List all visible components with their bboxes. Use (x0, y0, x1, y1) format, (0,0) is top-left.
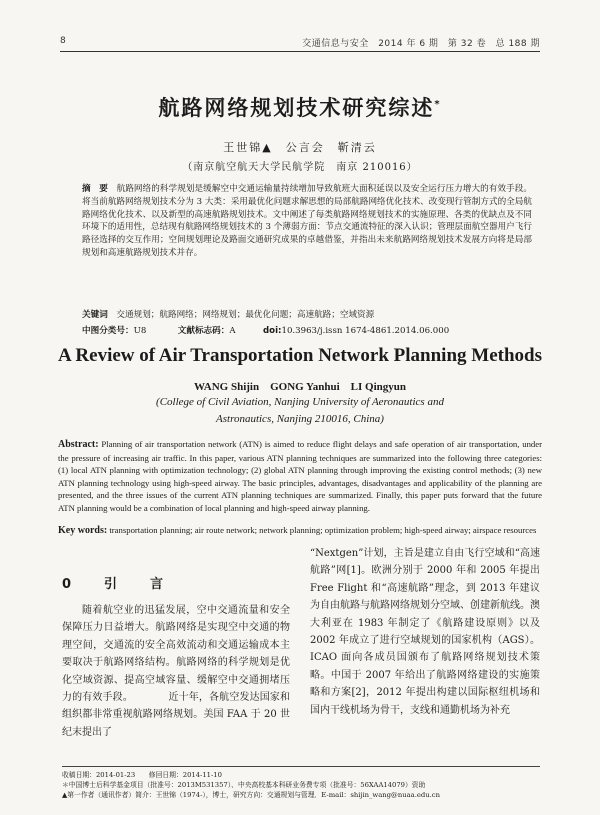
doc-code-label: 文献标志码： (177, 326, 230, 336)
abstract-en-text: Planning of air transportation network (ATN) is aimed to reduce flight delays and safe operation of air transportation, under the pressure of increasing air traffic. In this paper, various ATN planning techniques are summarized into the following three categories: (1) local ATN planning with optimization technology; (2) global ATN planning through improving the existing control methods; (3) new ATN planning technology using high-speed airway. The basic principles, advantages, disadvantages and applicability of the planning are presented, and the three issues of the current ATN planning techniques are summarized. Finally, this paper puts forward that the future ATN planning would be a combination of local planning and high-speed airway planning. (58, 439, 543, 513)
body-text-left-column: 随着航空业的迅猛发展，空中交通流量和安全保障压力日益增大。航路网络是实现空中交通的物理空间，交通流的安全高效流动和交通运输成本主要取决于航路网络结构。航路网络的科学规划是优化空域资源、提高空域容量、缓解空中交通拥堵压力的有效手段。 近十年，各航空发达国家和组织都非常重视航路网络规划。美国 FAA 于 20 世纪末提出了 (62, 605, 290, 738)
running-head (60, 36, 540, 50)
affiliation-cn: （南京航空航天大学民航学院 南京 210016） (182, 162, 418, 173)
body-text-right-column: “Nextgen”计划，主旨是建立自由飞行空域和“高速航路”网[1]。欧洲分别于 2000 年和 2005 年提出 Free Flight 和“高速航路”理念，到 2013 年建议为自由航路与航路网络规划分空域、创建新航线。澳大利亚在 1983 年制定了《航路建设原则》以及 2002 年成立了进行空域规划的国家机构（AGS）。ICAO 面向各成员国颁布了航路网络规划技术策略。中国于 2007 年给出了航路网络建设的实施策略和方案[2]，2012 年提出构建以国际枢纽机场和国内干线机场为骨干，支线和通勤机场为补充 (310, 548, 540, 716)
journal-info: 交通信息与安全 2014 年 6 期 第 32 卷 总 188 期 (302, 39, 540, 49)
title-cn (60, 92, 540, 122)
doi-value: 10.3963/j.issn 1674-4861.2014.06.000 (281, 326, 450, 336)
abstract-cn-label: 摘 要 (82, 184, 108, 194)
title-cn-text: 航路网络规划技术研究综述 (158, 96, 435, 120)
doc-code-value: A (229, 326, 236, 336)
title-en: A Review of Air Transportation Network Planning Methods (58, 345, 542, 366)
abstract-cn (82, 183, 532, 260)
clc-value: U8 (133, 326, 147, 336)
keywords-cn-label: 关键词 (82, 310, 108, 320)
abstract-cn-text: 航路网络的科学规划是缓解空中交通运输量持续增加导致航班大面积延误以及安全运行压力增大的有效手段。将当前航路网络规划技术分为 3 大类：采用最优化问题求解思想的局部航路网络优化技术、改变现行管制方式的全局航路网络优化技术、以及新型的高速航路规划技术。文中阐述了每类航路网络规划技术的实施原理、各类的优缺点及不同环境下的适用性，总结现有航路网络规划技术的 3 个薄弱方面：节点交通流特征的深入认识；管理层面航空器用户飞行路径选择的交互作用；空间规划理论及路面交通研究成果的卓越借鉴，并指出未来航路网络规划技术发展方向将是局部规划和高速航路规划技术并存。 (82, 184, 532, 258)
keywords-cn-text: 交通规划；航路网络；网络规划；最优化问题；高速航路；空域资源 (116, 310, 375, 320)
keywords-en (58, 524, 542, 537)
title-cn-footnote-mark: * (434, 99, 442, 110)
clc-label: 中图分类号： (82, 326, 134, 336)
footnote-dates: 收稿日期：2014-01-23 修回日期：2014-11-10 (62, 771, 222, 779)
keywords-en-label: Key words: (58, 525, 108, 536)
abstract-en-label: Abstract: (58, 439, 99, 450)
classification-line (82, 324, 532, 336)
footnote-first-author: ▲第一作者（通讯作者）简介：王世锦（1974-），博士，研究方向：交通规划与管理．E-mail：shijin_wang@nuaa.edu.cn (62, 791, 440, 800)
section-heading-introduction: 0 引 言 (62, 577, 174, 592)
affiliation-en: (College of Civil Aviation, Nanjing University of Aeronautics and Astronautics, Nanjing 210016, China) (156, 396, 444, 425)
keywords-cn (82, 308, 532, 320)
footnote-funding: ＊中国博士后科学基金项目（批准号：2013M531357）、中央高校基本科研业务费专项（批准号：56XAA14079）资助 (62, 781, 426, 790)
header-rule (60, 51, 540, 52)
page-number: 8 (60, 36, 66, 46)
keywords-en-text: transportation planning; air route network; network planning; optimization problem; high-speed airway; airspace resources (109, 525, 537, 535)
abstract-en (58, 438, 542, 515)
authors-en: WANG Shijin GONG Yanhui LI Qingyun (193, 381, 407, 393)
footnotes (62, 766, 540, 801)
doi-label: doi: (263, 326, 282, 336)
authors-cn: 王世锦▲ 公言会 靳清云 (223, 141, 377, 154)
